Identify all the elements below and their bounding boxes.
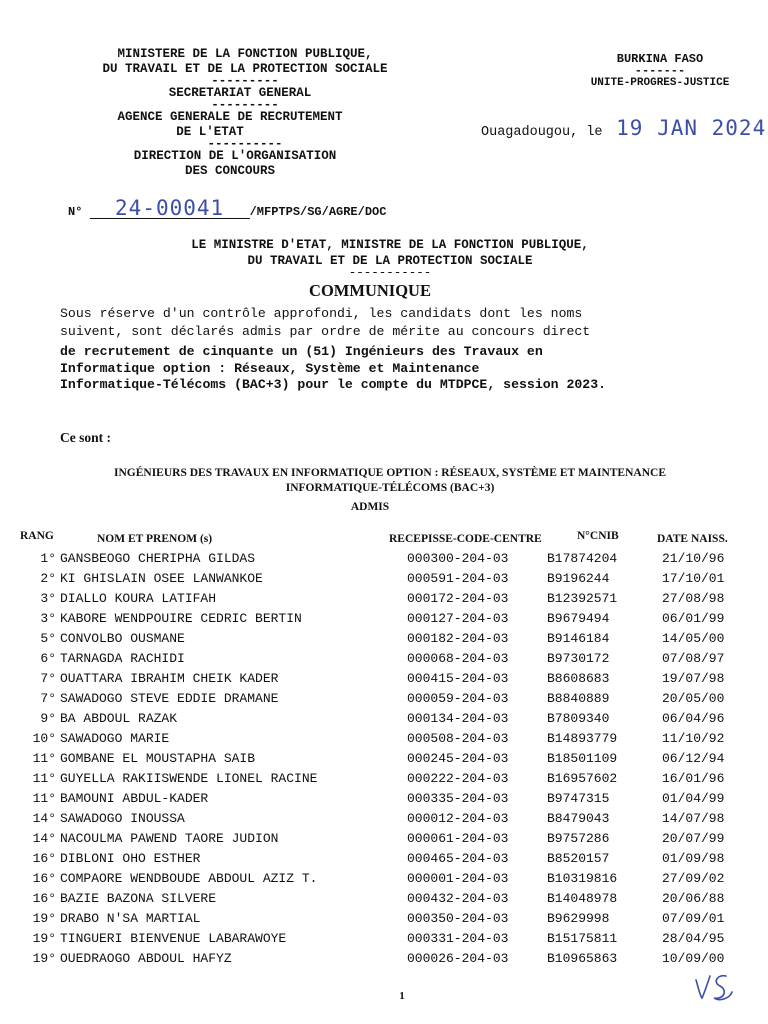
cell-rang: 16°	[32, 891, 56, 906]
cell-rang: 5°	[40, 631, 56, 646]
cell-recepisse: 000001-204-03	[407, 871, 509, 886]
table-row	[0, 671, 768, 691]
section-line-1: INGÉNIEURS DES TRAVAUX EN INFORMATIQUE OPTION : RÉSEAUX, SYSTÈME ET MAINTENANCE	[114, 467, 666, 479]
authority-line-2: DU TRAVAIL ET DE LA PROTECTION SOCIALE	[247, 254, 533, 268]
table-row	[0, 871, 768, 891]
cell-cnib: B14893779	[547, 731, 618, 746]
cell-date: 14/07/98	[662, 811, 725, 826]
place-date	[481, 116, 766, 140]
cell-recepisse: 000061-204-03	[407, 831, 509, 846]
cell-nom: NACOULMA PAWEND TAORE JUDION	[60, 831, 279, 846]
cell-date: 11/10/92	[662, 731, 725, 746]
cell-recepisse: 000508-204-03	[407, 731, 509, 746]
cell-date: 28/04/95	[662, 931, 725, 946]
cell-recepisse: 000415-204-03	[407, 671, 509, 686]
cell-date: 01/04/99	[662, 791, 725, 806]
cell-recepisse: 000331-204-03	[407, 931, 509, 946]
reference-number-line	[68, 198, 386, 219]
cell-nom: TARNAGDA RACHIDI	[60, 651, 185, 666]
cell-date: 19/07/98	[662, 671, 725, 686]
cell-cnib: B9196244	[547, 571, 610, 586]
table-row	[0, 691, 768, 711]
cell-recepisse: 000591-204-03	[407, 571, 509, 586]
header-country	[560, 52, 760, 91]
cell-rang: 14°	[32, 811, 56, 826]
cell-nom: OUATTARA IBRAHIM CHEIK KADER	[60, 671, 279, 686]
cell-recepisse: 000127-204-03	[407, 611, 509, 626]
cell-nom: KI GHISLAIN OSEE LANWANKOE	[60, 571, 263, 586]
cell-date: 07/08/97	[662, 651, 725, 666]
cell-cnib: B15175811	[547, 931, 618, 946]
cell-cnib: B16957602	[547, 771, 618, 786]
authority-line-1: LE MINISTRE D'ETAT, MINISTRE DE LA FONCTION PUBLIQUE,	[191, 238, 589, 252]
cell-rang: 1°	[40, 551, 56, 566]
cell-rang: 16°	[32, 851, 56, 866]
page-title: COMMUNIQUE	[309, 281, 431, 300]
table-row	[0, 571, 768, 591]
cell-date: 27/08/98	[662, 591, 725, 606]
table-row	[0, 551, 768, 571]
cell-cnib: B10319816	[547, 871, 618, 886]
cell-rang: 19°	[32, 931, 56, 946]
cell-rang: 7°	[40, 691, 56, 706]
table-row	[0, 851, 768, 871]
ce-sont-label: Ce sont :	[60, 430, 111, 445]
authority-block	[40, 237, 740, 280]
header-cnib: N°CNIB	[577, 530, 619, 542]
cell-nom: BAZIE BAZONA SILVERE	[60, 891, 217, 906]
cell-rang: 6°	[40, 651, 56, 666]
header-recepisse: RECEPISSE-CODE-CENTRE	[389, 533, 542, 545]
cell-nom: SAWADOGO MARIE	[60, 731, 170, 746]
cell-recepisse: 000335-204-03	[407, 791, 509, 806]
table-row	[0, 771, 768, 791]
intro-line-4: Informatique option : Réseaux, Système et Maintenance	[60, 361, 480, 376]
header-date: DATE NAISS.	[657, 533, 728, 545]
cell-cnib: B8840889	[547, 691, 610, 706]
cell-date: 20/05/00	[662, 691, 725, 706]
cell-rang: 11°	[32, 751, 56, 766]
cell-rang: 3°	[40, 611, 56, 626]
table-row	[0, 811, 768, 831]
cell-cnib: B9146184	[547, 631, 610, 646]
cell-cnib: B8608683	[547, 671, 610, 686]
cell-rang: 2°	[40, 571, 56, 586]
separator: -------	[634, 64, 686, 78]
cell-recepisse: 000134-204-03	[407, 711, 509, 726]
section-line-2: INFORMATIQUE-TÉLÉCOMS (BAC+3)	[285, 482, 495, 494]
separator: ---------	[211, 98, 279, 112]
date-stamp: 19 JAN 2024	[616, 116, 767, 140]
ministry-line-2: DU TRAVAIL ET DE LA PROTECTION SOCIALE	[102, 62, 388, 76]
table-row	[0, 711, 768, 731]
cell-nom: TINGUERI BIENVENUE LABARAWOYE	[60, 931, 287, 946]
cell-cnib: B14048978	[547, 891, 618, 906]
cell-date: 07/09/01	[662, 911, 725, 926]
cell-nom: KABORE WENDPOUIRE CEDRIC BERTIN	[60, 611, 302, 626]
header-rang: RANG	[20, 530, 54, 542]
table-row	[0, 731, 768, 751]
cell-recepisse: 000059-204-03	[407, 691, 509, 706]
cell-date: 06/12/94	[662, 751, 725, 766]
header-nom: NOM ET PRENOM (s)	[97, 533, 213, 545]
cell-recepisse: 000222-204-03	[407, 771, 509, 786]
separator: -----------	[348, 266, 432, 280]
cell-recepisse: 000432-204-03	[407, 891, 509, 906]
cell-recepisse: 000026-204-03	[407, 951, 509, 966]
direction-line-2: DES CONCOURS	[184, 164, 275, 178]
cell-date: 06/04/96	[662, 711, 725, 726]
cell-rang: 16°	[32, 871, 56, 886]
cell-nom: OUEDRAOGO ABDOUL HAFYZ	[60, 951, 232, 966]
signature-initials	[690, 966, 740, 1006]
cell-nom: SAWADOGO INOUSSA	[60, 811, 185, 826]
cell-nom: COMPAORE WENDBOUDE ABDOUL AZIZ T.	[60, 871, 318, 886]
cell-nom: BA ABDOUL RAZAK	[60, 711, 178, 726]
cell-recepisse: 000068-204-03	[407, 651, 509, 666]
cell-cnib: B18501109	[547, 751, 618, 766]
cell-rang: 11°	[32, 791, 56, 806]
cell-nom: CONVOLBO OUSMANE	[60, 631, 185, 646]
cell-rang: 9°	[40, 711, 56, 726]
table-row	[0, 611, 768, 631]
cell-recepisse: 000350-204-03	[407, 911, 509, 926]
table-row	[0, 631, 768, 651]
separator: ----------	[207, 137, 283, 151]
cell-nom: SAWADOGO STEVE EDDIE DRAMANE	[60, 691, 279, 706]
cell-date: 01/09/98	[662, 851, 725, 866]
cell-recepisse: 000182-204-03	[407, 631, 509, 646]
table-row	[0, 791, 768, 811]
cell-cnib: B17874204	[547, 551, 618, 566]
cell-cnib: B9679494	[547, 611, 610, 626]
place-date-prefix: Ouagadougou, le	[481, 125, 603, 140]
intro-line-5: Informatique-Télécoms (BAC+3) pour le compte du MTDPCE, session 2023.	[60, 377, 607, 392]
cell-recepisse: 000172-204-03	[407, 591, 509, 606]
direction-line-1: DIRECTION DE L'ORGANISATION	[133, 149, 337, 163]
cell-nom: DIALLO KOURA LATIFAH	[60, 591, 217, 606]
cell-nom: GOMBANE EL MOUSTAPHA SAIB	[60, 751, 256, 766]
cell-rang: 19°	[32, 951, 56, 966]
table-row	[0, 951, 768, 971]
intro-line-3: de recrutement de cinquante un (51) Ingénieurs des Travaux en	[60, 344, 543, 359]
cell-cnib: B9629998	[547, 911, 610, 926]
cell-nom: DRABO N'SA MARTIAL	[60, 911, 201, 926]
ref-suffix: /MFPTPS/SG/AGRE/DOC	[249, 205, 387, 219]
country-name: BURKINA FASO	[616, 52, 704, 66]
cell-rang: 11°	[32, 771, 56, 786]
table-row	[0, 831, 768, 851]
cell-date: 21/10/96	[662, 551, 725, 566]
cell-nom: DIBLONI OHO ESTHER	[60, 851, 201, 866]
cell-rang: 3°	[40, 591, 56, 606]
national-motto: UNITE-PROGRES-JUSTICE	[590, 77, 730, 89]
page-number: 1	[399, 990, 405, 1002]
cell-cnib: B8479043	[547, 811, 610, 826]
cell-date: 16/01/96	[662, 771, 725, 786]
cell-date: 20/07/99	[662, 831, 725, 846]
cell-cnib: B9747315	[547, 791, 610, 806]
table-row	[0, 751, 768, 771]
cell-cnib: B9730172	[547, 651, 610, 666]
intro-line-1: Sous réserve d'un contrôle approfondi, les candidats dont les noms	[60, 306, 583, 321]
cell-recepisse: 000465-204-03	[407, 851, 509, 866]
table-row	[0, 891, 768, 911]
cell-date: 20/06/88	[662, 891, 725, 906]
secretariat-general: SECRETARIAT GENERAL	[168, 86, 312, 100]
ministry-line-1: MINISTERE DE LA FONCTION PUBLIQUE,	[117, 47, 373, 61]
cell-cnib: B12392571	[547, 591, 618, 606]
table-row	[0, 591, 768, 611]
cell-rang: 10°	[32, 731, 56, 746]
cell-date: 17/10/01	[662, 571, 725, 586]
cell-nom: GUYELLA RAKIISWENDE LIONEL RACINE	[60, 771, 318, 786]
separator: ---------	[211, 74, 279, 88]
cell-nom: GANSBEOGO CHERIPHA GILDAS	[60, 551, 256, 566]
table-row	[0, 911, 768, 931]
ref-prefix: N°	[68, 205, 83, 219]
intro-line-2: suivent, sont déclarés admis par ordre de mérite au concours direct	[60, 324, 591, 339]
cell-recepisse: 000012-204-03	[407, 811, 509, 826]
cell-recepisse: 000245-204-03	[407, 751, 509, 766]
ref-number-stamp: 24-00041	[90, 198, 250, 219]
cell-rang: 14°	[32, 831, 56, 846]
cell-rang: 7°	[40, 671, 56, 686]
table-row	[0, 931, 768, 951]
cell-cnib: B9757286	[547, 831, 610, 846]
agency-line-2: DE L'ETAT	[176, 125, 244, 139]
cell-cnib: B10965863	[547, 951, 618, 966]
table-row	[0, 651, 768, 671]
agency-line-1: AGENCE GENERALE DE RECRUTEMENT	[117, 110, 343, 124]
cell-date: 10/09/00	[662, 951, 725, 966]
section-heading	[60, 466, 720, 496]
cell-date: 06/01/99	[662, 611, 725, 626]
cell-cnib: B8520157	[547, 851, 610, 866]
cell-recepisse: 000300-204-03	[407, 551, 509, 566]
cell-nom: BAMOUNI ABDUL-KADER	[60, 791, 209, 806]
cell-cnib: B7809340	[547, 711, 610, 726]
cell-rang: 19°	[32, 911, 56, 926]
header-ministry	[50, 47, 440, 179]
cell-date: 14/05/00	[662, 631, 725, 646]
admis-label: ADMIS	[350, 501, 390, 513]
cell-date: 27/09/02	[662, 871, 725, 886]
